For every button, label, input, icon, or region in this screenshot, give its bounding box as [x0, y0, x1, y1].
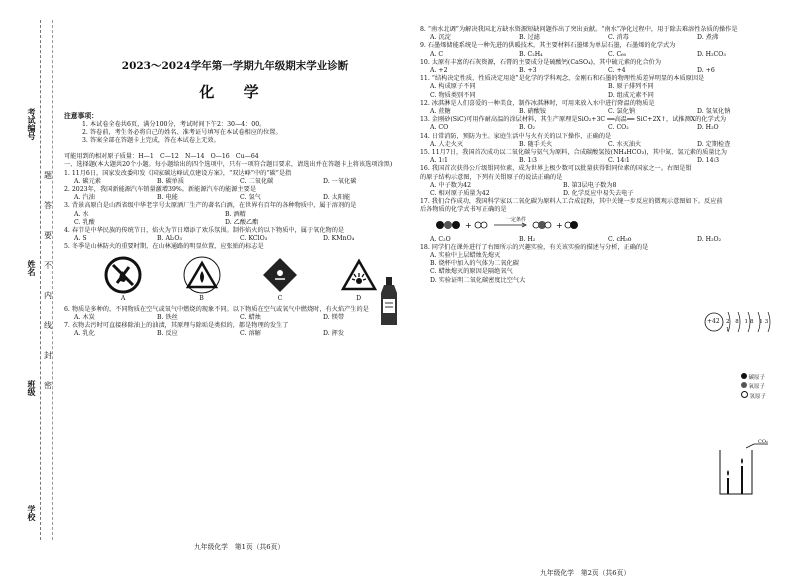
sign-label: D — [356, 294, 362, 302]
option: A. C — [430, 50, 444, 58]
option: C. 乳酸 — [74, 218, 95, 226]
option: D. 挥发 — [323, 330, 345, 338]
option: A. 沉淀 — [430, 34, 451, 42]
option: B. 硝酸铵 — [519, 108, 547, 116]
sign-labels — [84, 295, 398, 303]
legend-item: 氧原子 — [748, 384, 765, 390]
options-13 — [420, 124, 786, 132]
option: B. 反应 — [157, 330, 178, 338]
option: B. 电能 — [157, 194, 178, 202]
seal-line — [40, 20, 41, 540]
seal-char: 线 — [44, 321, 52, 330]
option: B. 第3层电子数为8 — [563, 181, 617, 189]
option: B. O₂ — [519, 124, 536, 132]
option: A. 汽油 — [74, 194, 95, 202]
option: D. 煮沸 — [697, 34, 719, 42]
explosive-warning-icon — [339, 255, 379, 295]
safety-signs — [84, 255, 398, 295]
seal-char: 不 — [44, 261, 52, 270]
liquor-bottle-icon — [378, 277, 400, 327]
option: A. 蔗糖 — [430, 108, 451, 116]
options-16 — [420, 182, 786, 190]
seal-char: 要 — [44, 231, 52, 240]
option: A. 乳化 — [74, 330, 95, 338]
school-label: 学校 — [27, 505, 37, 521]
seal-line-inner — [52, 20, 53, 540]
option: B. +3 — [519, 67, 537, 75]
option: B. 随手关火 — [519, 140, 553, 148]
sign-label: A — [120, 294, 126, 302]
note-item: 2. 答卷前，考生务必将自己的姓名、准考证号填写在本试卷相应的位置。 — [82, 128, 282, 136]
seal-char: 内 — [44, 291, 52, 300]
option: A. 人走火灭 — [430, 140, 464, 148]
question-13: 13. 金刚砂(SiC)可用作耐高温的涂层材料，其生产原理是SiO₂+3C ══高温══ SiC+2X↑，试推测X的化学式为 — [420, 116, 727, 124]
option: D. 定期检查 — [697, 140, 731, 148]
question-6: 6. 物质是多种的，不同物质在空气或氧气中燃烧的现象不同。以下物质在空气或氧气中燃烧时，有火焰产生的是 — [64, 305, 369, 313]
note-item: 3. 答案全部在答题卡上完成，答在本试卷上无效。 — [82, 137, 220, 145]
options-1 — [64, 178, 406, 186]
beaker-candles-icon — [714, 438, 774, 498]
options-3b — [64, 219, 406, 227]
exam-no-label: 考试编号 — [27, 108, 37, 140]
options-14 — [420, 141, 786, 149]
option: C. 消毒 — [608, 34, 629, 42]
option: C. +4 — [608, 67, 626, 75]
option: C. 物质类别不同 — [430, 91, 476, 99]
legend-item: 氢原子 — [749, 394, 766, 400]
question-9: 9. 石墨烯储能系统是一种先进的供暖技术，其主要材料石墨烯为单层石墨，石墨烯的化学式为 — [420, 42, 676, 50]
options-7 — [64, 330, 406, 338]
option: D. 实验证明二氧化碳密度比空气大 — [430, 276, 526, 284]
options-10 — [420, 67, 786, 75]
option: C. 水灭油火 — [608, 140, 642, 148]
option: D. 氢氧化钠 — [697, 108, 731, 116]
question-17: 17. 我们合作成功，我国科学家以二氧化碳为原料人工合成淀粉，其中关键一步反应的微观示意图如下。反应前后各物质的化学式书写正确的是 — [420, 198, 723, 214]
sign-label: B — [199, 294, 204, 302]
page-footer: 九年级化学 第1页（共6页） — [194, 542, 285, 551]
page-footer: 九年级化学 第2页（共6页） — [540, 568, 631, 577]
seal-char: 密 — [44, 381, 52, 390]
class-label: 班级 — [27, 380, 37, 396]
question-4: 4. 春节是中华民族的传统节日，焰火为节日增添了欢乐氛围。制作焰火的以下物质中，属于氧化物的是 — [64, 227, 345, 235]
beaker-experiment — [714, 438, 774, 498]
question-18: 18. 同学们在课外进行了右图所示的兴趣实验，有关该实验的描述与分析，正确的是 — [420, 243, 649, 251]
option: A. +2 — [430, 67, 448, 75]
page-2 — [420, 0, 786, 587]
option: A. CO — [430, 124, 449, 132]
option: B. C₂H₄ — [519, 50, 543, 58]
atom-legend — [741, 373, 766, 401]
flammable-warning-icon — [182, 255, 222, 295]
name-label: 姓名 — [27, 260, 37, 276]
option: C. 氯化钠 — [608, 108, 636, 116]
option: B. 1∶3 — [519, 157, 537, 165]
option: B. 过滤 — [519, 34, 540, 42]
option: C. 二氧化碳 — [240, 177, 274, 185]
question-8: 8. “南水北调”为解决我国北方缺水资源短缺问题作出了突出贡献。“南水”净化过程中，用于除去难溶性杂质的操作是 — [420, 26, 738, 33]
option: C. 14∶1 — [608, 157, 630, 165]
options-12 — [420, 108, 786, 116]
option: D. 14∶3 — [697, 157, 720, 165]
option: D. 组成元素不同 — [608, 91, 654, 99]
seal-char: 题 — [44, 171, 52, 180]
option: C. 溶解 — [240, 330, 261, 338]
question-16: 16. 我国首次获得公斤级钼同位素，成为世界上极少数可以批量获得钼同位素的国家之一。右图是钼的原子结构示意图，下列有关钼原子的说法正确的是 — [420, 165, 692, 181]
option: A. 构成原子不同 — [430, 83, 476, 91]
catalyst-label: 一定条件 — [506, 216, 527, 223]
subject-title: 化 学 — [199, 83, 271, 102]
option: D. 化学反应中易失去电子 — [563, 190, 634, 198]
option: A. 1∶1 — [430, 157, 448, 165]
question-3: 3. 背景高原白是山西省级中华老字号太原酒厂生产的著名白酒，在世界有百年的各种物质中，属于溶剂的是 — [64, 202, 357, 210]
option: A. C₂O — [430, 235, 451, 243]
co2-label: CO₂ — [758, 439, 768, 445]
sign-label: C — [277, 294, 283, 302]
option: A. 木炭 — [74, 314, 95, 322]
question-10: 10. 太原有丰富的石灰资源，石膏的主要成分是硫酸钙(CaSO₄)，其中硫元素的化合价为 — [420, 58, 662, 66]
option: C. C₆₀ — [608, 50, 627, 58]
question-1: 1. 11月6日，国家发改委印发《国家碳达峰试点建设方案》，“双达峰”中的“碳”是指 — [64, 169, 292, 177]
no-fire-sign-icon — [103, 255, 143, 295]
legend-item: 碳原子 — [748, 375, 765, 381]
atom-shells: 2 8 18 13 1 — [726, 319, 771, 334]
option: B. 酒精 — [225, 210, 246, 218]
option: D. 太阳能 — [323, 194, 351, 202]
options-11 — [420, 83, 786, 99]
question-11: 11. “结构决定性质，性质决定用途”是化学的学科观念，金刚石和石墨的物理性质差异明显的本质原因是 — [420, 75, 705, 83]
option: D. 一氧化碳 — [323, 177, 357, 185]
section-heading: 一、选择题(本大题共20个小题。每小题给出的四个选项中，只有一项符合题目要求，请选出并在答题卡上将该选项涂黑) — [64, 161, 393, 169]
option: D. H₂O₂ — [697, 235, 722, 243]
option: A. 水 — [74, 210, 89, 218]
option: D. H₂CO₃ — [697, 50, 726, 58]
question-2: 2. 2023年，我国新能源汽车销量激增39%。新能源汽车的能源主要是 — [64, 186, 257, 194]
option: B. 铁丝 — [157, 314, 178, 322]
option: C. 氢气 — [240, 194, 261, 202]
option: A. 中子数为42 — [430, 181, 472, 189]
question-14: 14. 日常消防，预防为主。家庭生活中与火有关的以下操作，正确的是 — [420, 132, 612, 140]
question-15: 15. 11月7日，我国首次成功以二氧化碳与氨气为原料，合成碳酸氢铵(NH₄HCO₃)，其中氮、氢元素的质量比为 — [420, 149, 727, 157]
exam-title: 2023～2024学年第一学期九年级期末学业诊断 — [121, 60, 349, 72]
note-item: 1. 本试卷全卷共6页，满分100分，考试时间下午2：30—4：00。 — [82, 120, 266, 128]
binding-margin — [0, 0, 62, 561]
notes-heading: 注意事项： — [64, 112, 98, 121]
options-9 — [420, 51, 786, 59]
option: B. H₂ — [519, 235, 536, 243]
option: B. 烧杯中加入的气体为二氧化碳 — [430, 260, 519, 268]
question-12: 12. 冰淇淋是人们喜爱的一种美食，制作冰淇淋时，可用来放入水中进行降温的物质是 — [420, 99, 655, 107]
option: C. 相对原子质量为42 — [430, 190, 490, 198]
option: C. 蜡烛 — [240, 314, 261, 322]
options-3 — [64, 211, 406, 219]
reaction-diagram — [420, 217, 786, 233]
seal-char: 封 — [44, 351, 52, 360]
molybdenum-atom-diagram — [702, 308, 778, 336]
option: D. 乙酸乙酯 — [225, 218, 259, 226]
option: B. 原子排列不同 — [608, 83, 654, 91]
option: D. KMnO₄ — [323, 235, 355, 243]
options-17 — [420, 236, 786, 244]
option: A. 实验中上层蜡烛先熄灭 — [430, 252, 501, 260]
option: C. 蜡烛熄灭的原因是隔绝氧气 — [430, 268, 513, 276]
option: D. 镁带 — [323, 314, 345, 322]
option: D. H₂O — [697, 124, 719, 132]
seal-char: 答 — [44, 201, 52, 210]
toxic-diamond-icon — [260, 255, 300, 295]
atom-nucleus: +42 — [707, 318, 720, 325]
option: C. CO₂ — [608, 124, 629, 132]
question-5: 5. 冬季是山林防火的重要时期，在山林通路的明显位置，应张贴的标志是 — [64, 243, 264, 251]
option: C. KClO₃ — [240, 235, 268, 243]
option: B. 碳单质 — [157, 177, 185, 185]
svg-text:+: + — [465, 220, 472, 230]
atomic-masses: 可能用到的相对原子质量：H—1 C—12 N—14 O—16 Cu—64 — [64, 153, 259, 161]
option: D. +6 — [697, 67, 715, 75]
page-1 — [64, 0, 406, 561]
option: B. Al₂O₃ — [157, 235, 182, 243]
question-7: 7. 衣物去污时可直接移除油上的油渍，其原理与除垢是类似的，都是物理的发生了 — [64, 322, 289, 330]
option: C. cH₃o — [608, 235, 632, 243]
svg-text:+: + — [556, 220, 563, 230]
options-18 — [420, 252, 786, 285]
option: A. S — [74, 235, 87, 243]
option: A. 碳元素 — [74, 177, 101, 185]
